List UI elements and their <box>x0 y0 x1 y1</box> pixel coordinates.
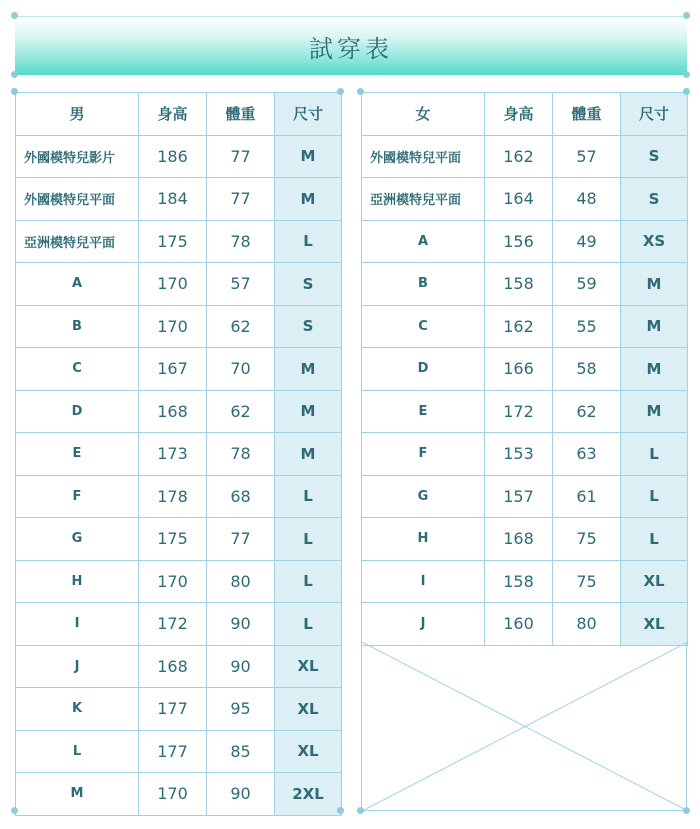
size-cell: S <box>621 135 688 178</box>
model-name-cell: B <box>362 263 485 306</box>
model-name-cell: 亞洲模特兒平面 <box>16 220 139 263</box>
corner-dot <box>357 807 364 814</box>
height-cell: 168 <box>139 645 207 688</box>
model-name-cell: B <box>16 305 139 348</box>
height-cell: 173 <box>139 433 207 476</box>
weight-cell: 62 <box>207 390 275 433</box>
size-cell: L <box>275 603 342 646</box>
height-cell: 175 <box>139 518 207 561</box>
model-name-cell: J <box>16 645 139 688</box>
size-cell: XS <box>621 220 688 263</box>
model-name-cell: A <box>362 220 485 263</box>
height-cell: 184 <box>139 178 207 221</box>
height-cell: 186 <box>139 135 207 178</box>
table-row <box>16 348 342 391</box>
size-cell: XL <box>275 645 342 688</box>
size-cell: L <box>621 518 688 561</box>
weight-cell: 90 <box>207 773 275 816</box>
corner-dot <box>683 88 690 95</box>
height-cell: 156 <box>485 220 553 263</box>
size-cell: M <box>275 348 342 391</box>
table-row <box>16 433 342 476</box>
size-cell: L <box>275 475 342 518</box>
header-weight: 體重 <box>553 93 621 136</box>
model-name-cell: I <box>16 603 139 646</box>
model-name-cell: F <box>362 433 485 476</box>
model-name-cell: 外國模特兒平面 <box>362 135 485 178</box>
weight-cell: 77 <box>207 135 275 178</box>
model-name-cell: I <box>362 560 485 603</box>
weight-cell: 90 <box>207 645 275 688</box>
size-cell: M <box>621 348 688 391</box>
women-size-table <box>361 92 688 646</box>
model-name-cell: 外國模特兒平面 <box>16 178 139 221</box>
model-name-cell: F <box>16 475 139 518</box>
table-row <box>362 220 688 263</box>
size-cell: L <box>275 560 342 603</box>
page-title: 試穿表 <box>309 34 393 63</box>
table-row <box>16 135 342 178</box>
weight-cell: 77 <box>207 518 275 561</box>
corner-dot <box>683 807 690 814</box>
table-row <box>362 178 688 221</box>
size-cell: L <box>621 433 688 476</box>
size-cell: XL <box>275 730 342 773</box>
table-row <box>16 603 342 646</box>
model-name-cell: G <box>16 518 139 561</box>
empty-cell-crossed <box>361 642 687 811</box>
size-cell: L <box>275 220 342 263</box>
height-cell: 175 <box>139 220 207 263</box>
size-cell: M <box>275 178 342 221</box>
height-cell: 153 <box>485 433 553 476</box>
table-row <box>16 390 342 433</box>
weight-cell: 77 <box>207 178 275 221</box>
table-row <box>16 178 342 221</box>
weight-cell: 57 <box>553 135 621 178</box>
table-row <box>362 475 688 518</box>
corner-dot <box>683 71 690 78</box>
table-row <box>362 390 688 433</box>
corner-dot <box>11 12 18 19</box>
corner-dot <box>337 807 344 814</box>
header-gender: 女 <box>362 93 485 136</box>
weight-cell: 68 <box>207 475 275 518</box>
model-name-cell: H <box>16 560 139 603</box>
height-cell: 162 <box>485 305 553 348</box>
model-name-cell: 外國模特兒影片 <box>16 135 139 178</box>
size-cell: XL <box>621 603 688 646</box>
weight-cell: 78 <box>207 220 275 263</box>
weight-cell: 62 <box>207 305 275 348</box>
size-cell: L <box>621 475 688 518</box>
corner-dot <box>357 88 364 95</box>
table-row <box>362 305 688 348</box>
corner-dot <box>11 88 18 95</box>
height-cell: 170 <box>139 305 207 348</box>
weight-cell: 49 <box>553 220 621 263</box>
weight-cell: 48 <box>553 178 621 221</box>
table-row <box>362 560 688 603</box>
size-cell: M <box>621 305 688 348</box>
weight-cell: 90 <box>207 603 275 646</box>
height-cell: 170 <box>139 560 207 603</box>
weight-cell: 62 <box>553 390 621 433</box>
table-row <box>16 688 342 731</box>
size-cell: M <box>275 390 342 433</box>
corner-dot <box>337 88 344 95</box>
height-cell: 164 <box>485 178 553 221</box>
model-name-cell: M <box>16 773 139 816</box>
table-row <box>16 560 342 603</box>
model-name-cell: H <box>362 518 485 561</box>
height-cell: 167 <box>139 348 207 391</box>
table-row <box>16 773 342 816</box>
height-cell: 177 <box>139 688 207 731</box>
weight-cell: 75 <box>553 560 621 603</box>
table-row <box>362 135 688 178</box>
height-cell: 170 <box>139 773 207 816</box>
header-height: 身高 <box>485 93 553 136</box>
height-cell: 170 <box>139 263 207 306</box>
model-name-cell: E <box>362 390 485 433</box>
corner-dot <box>683 12 690 19</box>
table-row <box>16 475 342 518</box>
header-weight: 體重 <box>207 93 275 136</box>
weight-cell: 58 <box>553 348 621 391</box>
model-name-cell: D <box>362 348 485 391</box>
model-name-cell: J <box>362 603 485 646</box>
size-cell: S <box>275 263 342 306</box>
table-row <box>362 603 688 646</box>
model-name-cell: G <box>362 475 485 518</box>
table-row <box>362 518 688 561</box>
height-cell: 172 <box>485 390 553 433</box>
table-row <box>362 433 688 476</box>
model-name-cell: 亞洲模特兒平面 <box>362 178 485 221</box>
header-size: 尺寸 <box>621 93 688 136</box>
model-name-cell: K <box>16 688 139 731</box>
height-cell: 158 <box>485 560 553 603</box>
table-row <box>16 645 342 688</box>
height-cell: 160 <box>485 603 553 646</box>
title-banner <box>15 16 687 75</box>
model-name-cell: D <box>16 390 139 433</box>
size-cell: M <box>275 433 342 476</box>
corner-dot <box>11 71 18 78</box>
height-cell: 177 <box>139 730 207 773</box>
size-cell: S <box>621 178 688 221</box>
table-row <box>16 220 342 263</box>
size-cell: M <box>275 135 342 178</box>
model-name-cell: L <box>16 730 139 773</box>
weight-cell: 59 <box>553 263 621 306</box>
size-cell: XL <box>621 560 688 603</box>
header-size: 尺寸 <box>275 93 342 136</box>
size-cell: S <box>275 305 342 348</box>
height-cell: 168 <box>139 390 207 433</box>
table-row <box>16 730 342 773</box>
men-size-table <box>15 92 342 816</box>
table-header-row <box>362 93 688 136</box>
height-cell: 178 <box>139 475 207 518</box>
weight-cell: 80 <box>553 603 621 646</box>
size-cell: M <box>621 263 688 306</box>
weight-cell: 95 <box>207 688 275 731</box>
model-name-cell: C <box>362 305 485 348</box>
height-cell: 168 <box>485 518 553 561</box>
header-height: 身高 <box>139 93 207 136</box>
height-cell: 157 <box>485 475 553 518</box>
table-row <box>16 305 342 348</box>
weight-cell: 63 <box>553 433 621 476</box>
weight-cell: 80 <box>207 560 275 603</box>
weight-cell: 57 <box>207 263 275 306</box>
table-row <box>362 348 688 391</box>
size-cell: M <box>621 390 688 433</box>
height-cell: 172 <box>139 603 207 646</box>
weight-cell: 75 <box>553 518 621 561</box>
size-cell: XL <box>275 688 342 731</box>
size-cell: L <box>275 518 342 561</box>
model-name-cell: A <box>16 263 139 306</box>
height-cell: 166 <box>485 348 553 391</box>
table-row <box>16 263 342 306</box>
table-row <box>16 518 342 561</box>
height-cell: 158 <box>485 263 553 306</box>
table-header-row <box>16 93 342 136</box>
model-name-cell: E <box>16 433 139 476</box>
model-name-cell: C <box>16 348 139 391</box>
weight-cell: 78 <box>207 433 275 476</box>
weight-cell: 70 <box>207 348 275 391</box>
table-row <box>362 263 688 306</box>
height-cell: 162 <box>485 135 553 178</box>
weight-cell: 85 <box>207 730 275 773</box>
weight-cell: 55 <box>553 305 621 348</box>
size-cell: 2XL <box>275 773 342 816</box>
corner-dot <box>11 807 18 814</box>
header-gender: 男 <box>16 93 139 136</box>
cross-lines <box>362 642 688 811</box>
weight-cell: 61 <box>553 475 621 518</box>
